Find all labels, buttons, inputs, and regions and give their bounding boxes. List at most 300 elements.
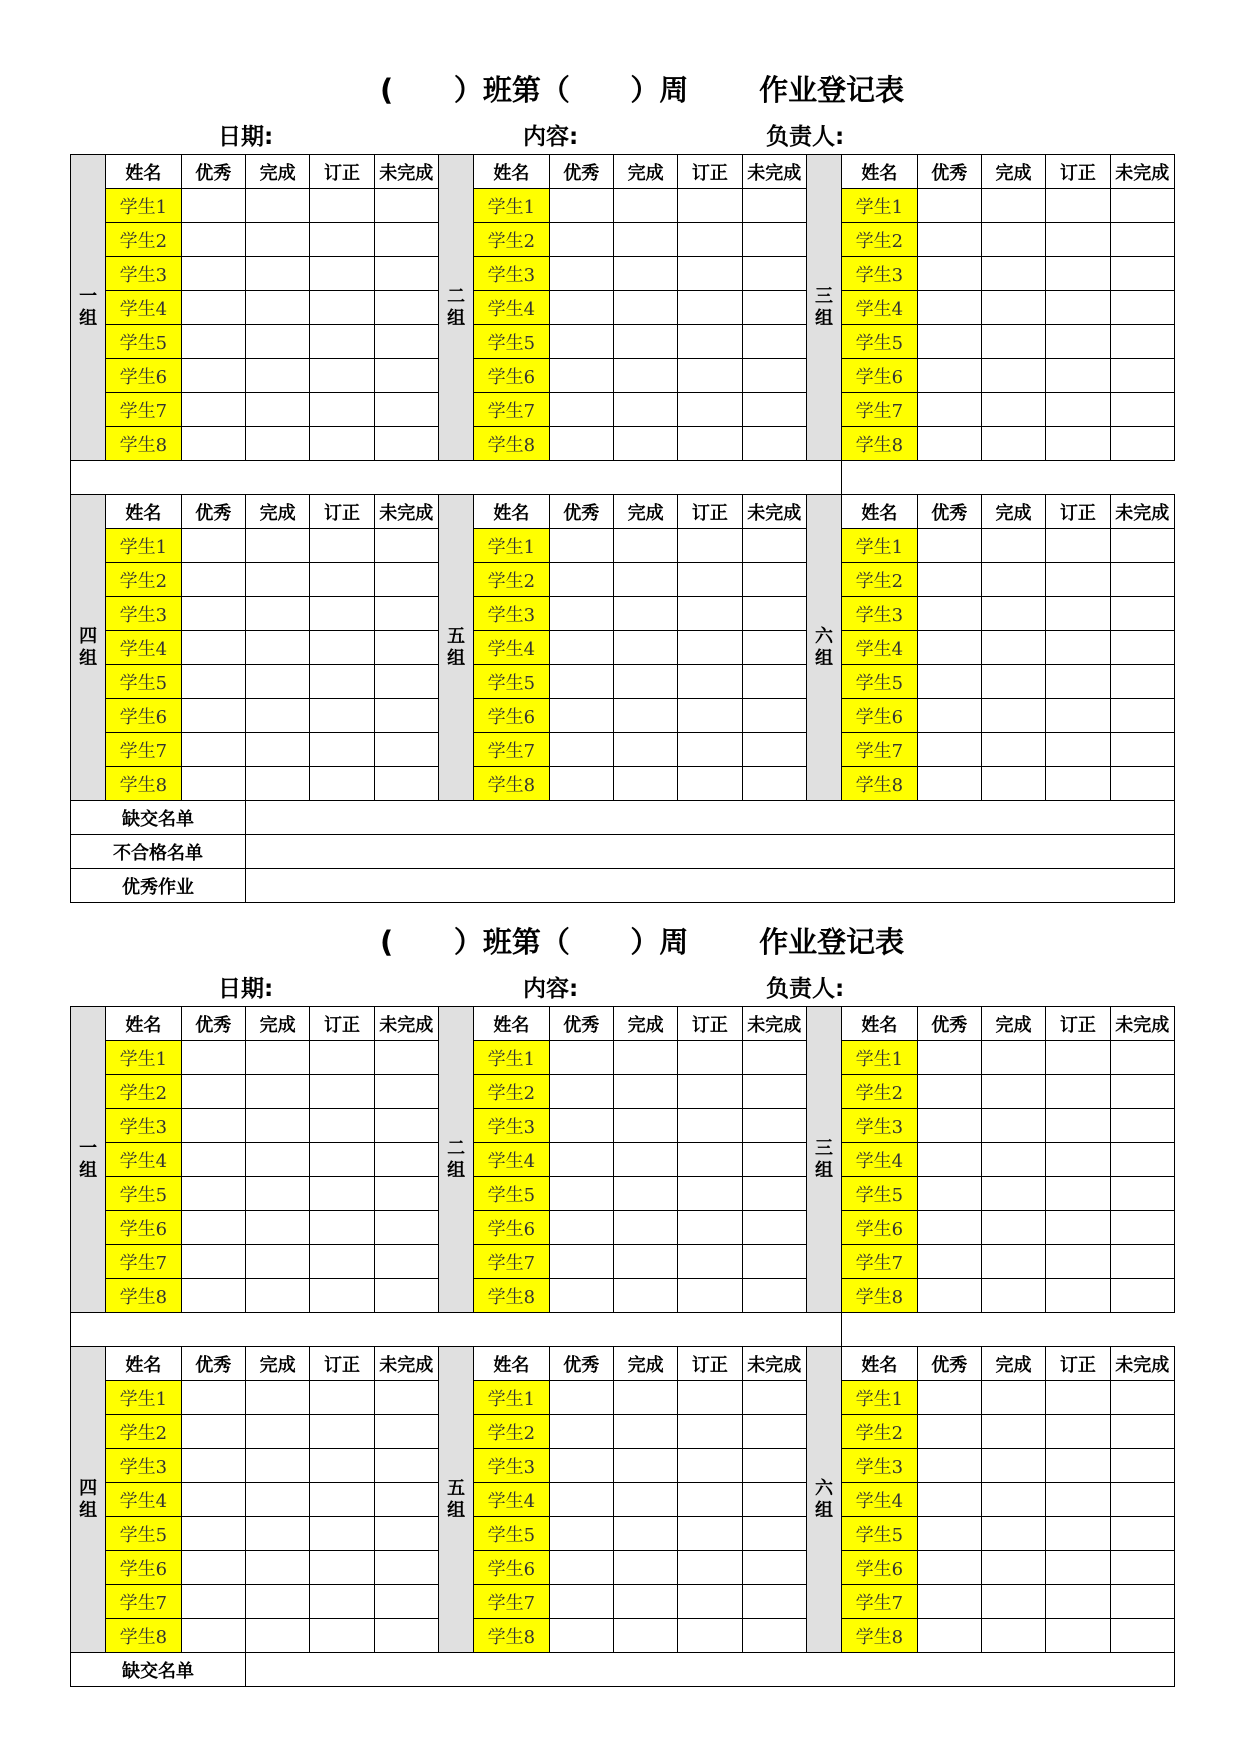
mark-cell[interactable] (245, 1585, 309, 1619)
mark-cell[interactable] (917, 1075, 981, 1109)
mark-cell[interactable] (917, 1551, 981, 1585)
mark-cell[interactable] (613, 767, 677, 801)
mark-cell[interactable] (1046, 359, 1110, 393)
mark-cell[interactable] (678, 393, 742, 427)
mark-cell[interactable] (742, 1619, 806, 1653)
mark-cell[interactable] (549, 1279, 613, 1313)
mark-cell[interactable] (181, 1449, 245, 1483)
mark-cell[interactable] (613, 1177, 677, 1211)
mark-cell[interactable] (245, 1211, 309, 1245)
mark-cell[interactable] (1110, 529, 1174, 563)
mark-cell[interactable] (245, 257, 309, 291)
mark-cell[interactable] (1110, 1279, 1174, 1313)
mark-cell[interactable] (245, 597, 309, 631)
mark-cell[interactable] (310, 631, 374, 665)
mark-cell[interactable] (245, 1041, 309, 1075)
mark-cell[interactable] (181, 563, 245, 597)
mark-cell[interactable] (613, 1211, 677, 1245)
mark-cell[interactable] (917, 1177, 981, 1211)
mark-cell[interactable] (245, 665, 309, 699)
mark-cell[interactable] (374, 1279, 438, 1313)
mark-cell[interactable] (981, 767, 1045, 801)
mark-cell[interactable] (678, 291, 742, 325)
mark-cell[interactable] (917, 1143, 981, 1177)
mark-cell[interactable] (981, 427, 1045, 461)
mark-cell[interactable] (310, 1245, 374, 1279)
mark-cell[interactable] (181, 1585, 245, 1619)
mark-cell[interactable] (917, 563, 981, 597)
mark-cell[interactable] (374, 1585, 438, 1619)
mark-cell[interactable] (1046, 1619, 1110, 1653)
mark-cell[interactable] (310, 257, 374, 291)
mark-cell[interactable] (917, 1381, 981, 1415)
mark-cell[interactable] (613, 563, 677, 597)
mark-cell[interactable] (981, 631, 1045, 665)
mark-cell[interactable] (181, 1143, 245, 1177)
mark-cell[interactable] (310, 1551, 374, 1585)
mark-cell[interactable] (549, 291, 613, 325)
mark-cell[interactable] (1046, 631, 1110, 665)
mark-cell[interactable] (742, 257, 806, 291)
mark-cell[interactable] (374, 1245, 438, 1279)
mark-cell[interactable] (549, 1585, 613, 1619)
mark-cell[interactable] (549, 1449, 613, 1483)
mark-cell[interactable] (742, 1075, 806, 1109)
mark-cell[interactable] (310, 223, 374, 257)
mark-cell[interactable] (742, 393, 806, 427)
mark-cell[interactable] (678, 1551, 742, 1585)
mark-cell[interactable] (549, 257, 613, 291)
mark-cell[interactable] (917, 767, 981, 801)
mark-cell[interactable] (1046, 393, 1110, 427)
mark-cell[interactable] (678, 1075, 742, 1109)
mark-cell[interactable] (1046, 1177, 1110, 1211)
mark-cell[interactable] (374, 325, 438, 359)
mark-cell[interactable] (981, 597, 1045, 631)
mark-cell[interactable] (245, 563, 309, 597)
mark-cell[interactable] (1110, 359, 1174, 393)
mark-cell[interactable] (310, 427, 374, 461)
mark-cell[interactable] (678, 1245, 742, 1279)
mark-cell[interactable] (981, 665, 1045, 699)
mark-cell[interactable] (613, 1619, 677, 1653)
mark-cell[interactable] (1110, 1551, 1174, 1585)
mark-cell[interactable] (917, 1517, 981, 1551)
mark-cell[interactable] (678, 1483, 742, 1517)
mark-cell[interactable] (245, 1143, 309, 1177)
mark-cell[interactable] (917, 1279, 981, 1313)
mark-cell[interactable] (549, 1483, 613, 1517)
mark-cell[interactable] (310, 1143, 374, 1177)
mark-cell[interactable] (245, 1109, 309, 1143)
mark-cell[interactable] (1110, 1245, 1174, 1279)
mark-cell[interactable] (678, 665, 742, 699)
mark-cell[interactable] (917, 665, 981, 699)
mark-cell[interactable] (181, 1551, 245, 1585)
mark-cell[interactable] (1046, 699, 1110, 733)
mark-cell[interactable] (613, 1109, 677, 1143)
mark-cell[interactable] (374, 597, 438, 631)
mark-cell[interactable] (1046, 1381, 1110, 1415)
mark-cell[interactable] (245, 1449, 309, 1483)
mark-cell[interactable] (1046, 665, 1110, 699)
mark-cell[interactable] (917, 1415, 981, 1449)
mark-cell[interactable] (310, 1415, 374, 1449)
mark-cell[interactable] (245, 733, 309, 767)
mark-cell[interactable] (917, 597, 981, 631)
mark-cell[interactable] (613, 631, 677, 665)
mark-cell[interactable] (549, 529, 613, 563)
mark-cell[interactable] (613, 393, 677, 427)
mark-cell[interactable] (742, 563, 806, 597)
mark-cell[interactable] (310, 1211, 374, 1245)
mark-cell[interactable] (678, 563, 742, 597)
mark-cell[interactable] (1046, 529, 1110, 563)
mark-cell[interactable] (981, 1279, 1045, 1313)
mark-cell[interactable] (549, 1381, 613, 1415)
mark-cell[interactable] (678, 257, 742, 291)
mark-cell[interactable] (678, 223, 742, 257)
mark-cell[interactable] (981, 1619, 1045, 1653)
mark-cell[interactable] (1110, 563, 1174, 597)
mark-cell[interactable] (374, 1143, 438, 1177)
mark-cell[interactable] (613, 665, 677, 699)
mark-cell[interactable] (181, 1075, 245, 1109)
mark-cell[interactable] (742, 359, 806, 393)
mark-cell[interactable] (613, 699, 677, 733)
mark-cell[interactable] (917, 733, 981, 767)
mark-cell[interactable] (549, 699, 613, 733)
mark-cell[interactable] (310, 291, 374, 325)
mark-cell[interactable] (245, 393, 309, 427)
mark-cell[interactable] (310, 1041, 374, 1075)
mark-cell[interactable] (742, 529, 806, 563)
mark-cell[interactable] (1046, 1585, 1110, 1619)
mark-cell[interactable] (549, 359, 613, 393)
mark-cell[interactable] (742, 325, 806, 359)
mark-cell[interactable] (742, 1381, 806, 1415)
mark-cell[interactable] (245, 631, 309, 665)
mark-cell[interactable] (613, 1483, 677, 1517)
mark-cell[interactable] (981, 223, 1045, 257)
mark-cell[interactable] (1110, 733, 1174, 767)
mark-cell[interactable] (613, 1245, 677, 1279)
mark-cell[interactable] (742, 223, 806, 257)
mark-cell[interactable] (1046, 1109, 1110, 1143)
mark-cell[interactable] (1046, 1449, 1110, 1483)
mark-cell[interactable] (742, 699, 806, 733)
mark-cell[interactable] (245, 1551, 309, 1585)
mark-cell[interactable] (742, 1585, 806, 1619)
mark-cell[interactable] (549, 325, 613, 359)
mark-cell[interactable] (613, 1449, 677, 1483)
mark-cell[interactable] (181, 1619, 245, 1653)
mark-cell[interactable] (742, 1245, 806, 1279)
mark-cell[interactable] (613, 1585, 677, 1619)
mark-cell[interactable] (374, 1177, 438, 1211)
mark-cell[interactable] (613, 427, 677, 461)
mark-cell[interactable] (310, 393, 374, 427)
mark-cell[interactable] (1046, 1483, 1110, 1517)
mark-cell[interactable] (549, 223, 613, 257)
mark-cell[interactable] (981, 1517, 1045, 1551)
mark-cell[interactable] (981, 1449, 1045, 1483)
mark-cell[interactable] (310, 563, 374, 597)
mark-cell[interactable] (678, 189, 742, 223)
mark-cell[interactable] (310, 529, 374, 563)
mark-cell[interactable] (917, 1449, 981, 1483)
mark-cell[interactable] (678, 767, 742, 801)
mark-cell[interactable] (245, 1415, 309, 1449)
mark-cell[interactable] (917, 189, 981, 223)
mark-cell[interactable] (549, 189, 613, 223)
mark-cell[interactable] (181, 1415, 245, 1449)
mark-cell[interactable] (374, 223, 438, 257)
mark-cell[interactable] (181, 529, 245, 563)
mark-cell[interactable] (1046, 767, 1110, 801)
mark-cell[interactable] (742, 1449, 806, 1483)
mark-cell[interactable] (613, 1279, 677, 1313)
mark-cell[interactable] (917, 1619, 981, 1653)
mark-cell[interactable] (374, 1211, 438, 1245)
mark-cell[interactable] (181, 291, 245, 325)
mark-cell[interactable] (1046, 1143, 1110, 1177)
mark-cell[interactable] (310, 1619, 374, 1653)
mark-cell[interactable] (1110, 1449, 1174, 1483)
mark-cell[interactable] (374, 359, 438, 393)
mark-cell[interactable] (613, 1381, 677, 1415)
mark-cell[interactable] (1046, 1415, 1110, 1449)
mark-cell[interactable] (678, 1381, 742, 1415)
mark-cell[interactable] (549, 597, 613, 631)
mark-cell[interactable] (917, 631, 981, 665)
mark-cell[interactable] (678, 597, 742, 631)
mark-cell[interactable] (1110, 665, 1174, 699)
mark-cell[interactable] (310, 1449, 374, 1483)
mark-cell[interactable] (549, 631, 613, 665)
mark-cell[interactable] (1046, 597, 1110, 631)
mark-cell[interactable] (1110, 189, 1174, 223)
mark-cell[interactable] (245, 1517, 309, 1551)
mark-cell[interactable] (245, 767, 309, 801)
mark-cell[interactable] (1046, 1041, 1110, 1075)
mark-cell[interactable] (549, 1245, 613, 1279)
mark-cell[interactable] (917, 1483, 981, 1517)
mark-cell[interactable] (374, 291, 438, 325)
mark-cell[interactable] (181, 427, 245, 461)
mark-cell[interactable] (1046, 563, 1110, 597)
mark-cell[interactable] (181, 1177, 245, 1211)
mark-cell[interactable] (310, 1177, 374, 1211)
mark-cell[interactable] (917, 1211, 981, 1245)
mark-cell[interactable] (678, 733, 742, 767)
mark-cell[interactable] (981, 1585, 1045, 1619)
mark-cell[interactable] (981, 1415, 1045, 1449)
mark-cell[interactable] (678, 529, 742, 563)
mark-cell[interactable] (981, 189, 1045, 223)
mark-cell[interactable] (917, 699, 981, 733)
mark-cell[interactable] (742, 1143, 806, 1177)
mark-cell[interactable] (1110, 1041, 1174, 1075)
mark-cell[interactable] (549, 393, 613, 427)
mark-cell[interactable] (549, 1619, 613, 1653)
mark-cell[interactable] (678, 427, 742, 461)
mark-cell[interactable] (981, 1211, 1045, 1245)
mark-cell[interactable] (181, 1109, 245, 1143)
mark-cell[interactable] (1110, 1619, 1174, 1653)
mark-cell[interactable] (613, 1143, 677, 1177)
mark-cell[interactable] (374, 1517, 438, 1551)
mark-cell[interactable] (310, 1109, 374, 1143)
mark-cell[interactable] (678, 631, 742, 665)
mark-cell[interactable] (1110, 1381, 1174, 1415)
mark-cell[interactable] (181, 1483, 245, 1517)
mark-cell[interactable] (374, 1619, 438, 1653)
mark-cell[interactable] (981, 1483, 1045, 1517)
mark-cell[interactable] (678, 1177, 742, 1211)
mark-cell[interactable] (374, 529, 438, 563)
mark-cell[interactable] (374, 1551, 438, 1585)
mark-cell[interactable] (374, 257, 438, 291)
mark-cell[interactable] (1110, 767, 1174, 801)
mark-cell[interactable] (245, 427, 309, 461)
mark-cell[interactable] (310, 699, 374, 733)
mark-cell[interactable] (374, 1483, 438, 1517)
mark-cell[interactable] (613, 1075, 677, 1109)
mark-cell[interactable] (981, 529, 1045, 563)
mark-cell[interactable] (1110, 427, 1174, 461)
mark-cell[interactable] (1046, 257, 1110, 291)
mark-cell[interactable] (981, 1143, 1045, 1177)
mark-cell[interactable] (917, 1109, 981, 1143)
mark-cell[interactable] (917, 1245, 981, 1279)
mark-cell[interactable] (917, 1041, 981, 1075)
mark-cell[interactable] (1110, 325, 1174, 359)
mark-cell[interactable] (613, 359, 677, 393)
mark-cell[interactable] (981, 1551, 1045, 1585)
mark-cell[interactable] (678, 1585, 742, 1619)
mark-cell[interactable] (742, 1551, 806, 1585)
mark-cell[interactable] (374, 699, 438, 733)
mark-cell[interactable] (1046, 1517, 1110, 1551)
mark-cell[interactable] (1046, 1245, 1110, 1279)
mark-cell[interactable] (549, 1517, 613, 1551)
mark-cell[interactable] (678, 1619, 742, 1653)
mark-cell[interactable] (245, 1177, 309, 1211)
mark-cell[interactable] (1046, 427, 1110, 461)
mark-cell[interactable] (917, 393, 981, 427)
footer-field-excellent[interactable] (245, 869, 1174, 903)
mark-cell[interactable] (678, 1279, 742, 1313)
mark-cell[interactable] (1046, 733, 1110, 767)
mark-cell[interactable] (742, 1279, 806, 1313)
mark-cell[interactable] (549, 1075, 613, 1109)
mark-cell[interactable] (678, 1449, 742, 1483)
mark-cell[interactable] (549, 1041, 613, 1075)
mark-cell[interactable] (310, 1517, 374, 1551)
mark-cell[interactable] (374, 1381, 438, 1415)
mark-cell[interactable] (613, 597, 677, 631)
mark-cell[interactable] (678, 1517, 742, 1551)
mark-cell[interactable] (181, 597, 245, 631)
mark-cell[interactable] (181, 767, 245, 801)
mark-cell[interactable] (181, 359, 245, 393)
mark-cell[interactable] (245, 1483, 309, 1517)
mark-cell[interactable] (742, 1415, 806, 1449)
mark-cell[interactable] (181, 1041, 245, 1075)
mark-cell[interactable] (1110, 291, 1174, 325)
mark-cell[interactable] (981, 1381, 1045, 1415)
footer-field-failed[interactable] (245, 835, 1174, 869)
mark-cell[interactable] (1110, 699, 1174, 733)
mark-cell[interactable] (1046, 223, 1110, 257)
mark-cell[interactable] (1110, 1483, 1174, 1517)
mark-cell[interactable] (742, 427, 806, 461)
mark-cell[interactable] (374, 1109, 438, 1143)
mark-cell[interactable] (1046, 1279, 1110, 1313)
mark-cell[interactable] (1046, 1551, 1110, 1585)
mark-cell[interactable] (742, 1041, 806, 1075)
mark-cell[interactable] (981, 699, 1045, 733)
mark-cell[interactable] (310, 1381, 374, 1415)
mark-cell[interactable] (981, 1177, 1045, 1211)
mark-cell[interactable] (245, 529, 309, 563)
mark-cell[interactable] (374, 189, 438, 223)
mark-cell[interactable] (678, 1109, 742, 1143)
mark-cell[interactable] (981, 359, 1045, 393)
mark-cell[interactable] (742, 291, 806, 325)
mark-cell[interactable] (549, 767, 613, 801)
mark-cell[interactable] (1110, 257, 1174, 291)
mark-cell[interactable] (310, 597, 374, 631)
mark-cell[interactable] (1110, 1415, 1174, 1449)
mark-cell[interactable] (1110, 1211, 1174, 1245)
mark-cell[interactable] (613, 189, 677, 223)
mark-cell[interactable] (981, 1245, 1045, 1279)
mark-cell[interactable] (310, 1075, 374, 1109)
mark-cell[interactable] (1110, 1075, 1174, 1109)
mark-cell[interactable] (1110, 1143, 1174, 1177)
mark-cell[interactable] (917, 427, 981, 461)
mark-cell[interactable] (245, 1619, 309, 1653)
mark-cell[interactable] (742, 1483, 806, 1517)
mark-cell[interactable] (549, 1415, 613, 1449)
mark-cell[interactable] (613, 1551, 677, 1585)
mark-cell[interactable] (374, 1415, 438, 1449)
mark-cell[interactable] (742, 597, 806, 631)
mark-cell[interactable] (245, 1075, 309, 1109)
mark-cell[interactable] (549, 665, 613, 699)
mark-cell[interactable] (310, 189, 374, 223)
mark-cell[interactable] (613, 1041, 677, 1075)
mark-cell[interactable] (549, 733, 613, 767)
mark-cell[interactable] (917, 257, 981, 291)
mark-cell[interactable] (549, 1109, 613, 1143)
mark-cell[interactable] (245, 1381, 309, 1415)
mark-cell[interactable] (742, 767, 806, 801)
mark-cell[interactable] (310, 767, 374, 801)
mark-cell[interactable] (181, 189, 245, 223)
mark-cell[interactable] (1110, 1517, 1174, 1551)
mark-cell[interactable] (742, 1211, 806, 1245)
mark-cell[interactable] (613, 325, 677, 359)
mark-cell[interactable] (374, 1041, 438, 1075)
mark-cell[interactable] (310, 665, 374, 699)
mark-cell[interactable] (1110, 393, 1174, 427)
mark-cell[interactable] (181, 1279, 245, 1313)
mark-cell[interactable] (742, 189, 806, 223)
mark-cell[interactable] (917, 223, 981, 257)
